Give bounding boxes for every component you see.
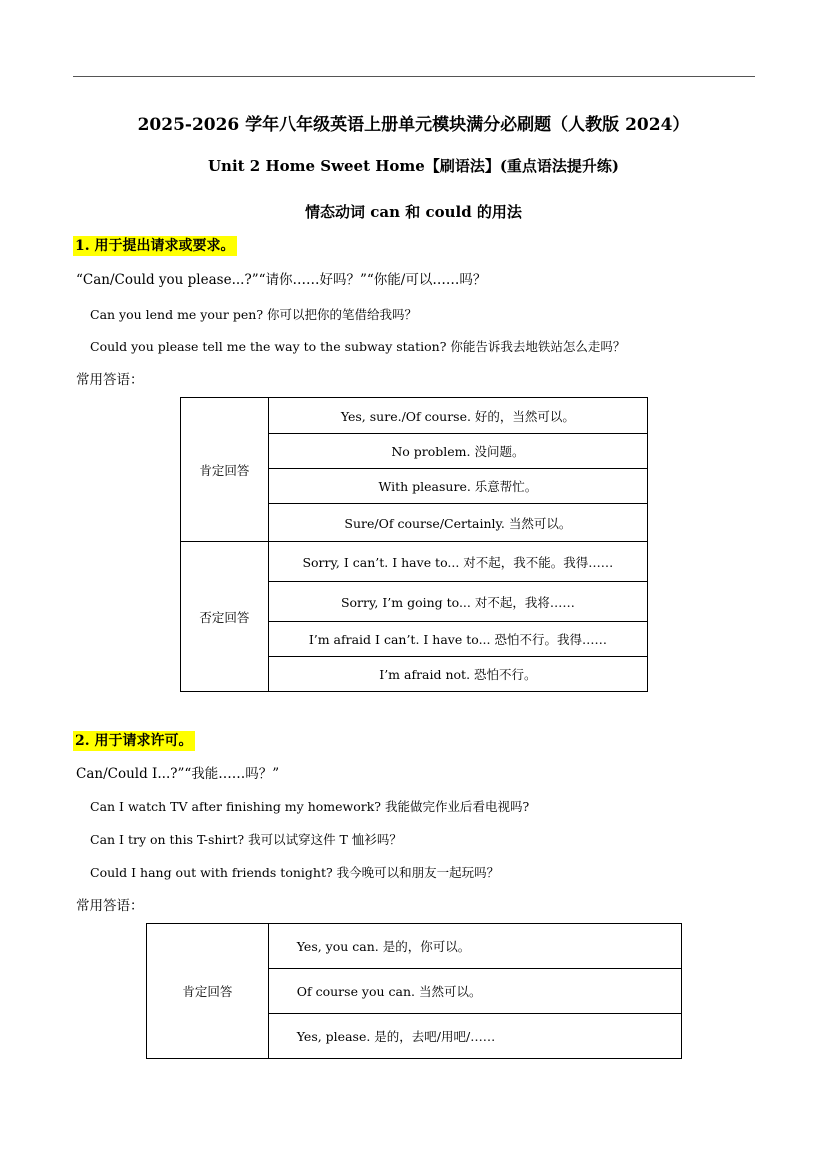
- section-2-answers-table: [146, 923, 682, 1059]
- positive-answer: Of course you can. 当然可以。: [268, 969, 681, 1014]
- negative-answer: I’m afraid not. 恐怕不行。: [268, 657, 647, 692]
- positive-answer: Yes, sure./Of course. 好的，当然可以。: [268, 398, 647, 434]
- page-title: 2025-2026 学年八年级英语上册单元模块满分必刷题（人教版 2024）: [137, 115, 690, 135]
- table-row: [147, 924, 682, 969]
- section-1-pattern: “Can/Could you please...?”“请你……好吗？”“你能/可以……吗？: [76, 272, 487, 288]
- section-1-answers-label: 常用答语：: [76, 372, 144, 388]
- positive-answer: Sure/Of course/Certainly. 当然可以。: [268, 504, 647, 542]
- section-1-answers-table: [180, 397, 648, 692]
- section-2-heading: 2. 用于请求许可。: [75, 733, 193, 749]
- positive-answer: Yes, you can. 是的，你可以。: [268, 924, 681, 969]
- positive-label: 肯定回答: [147, 924, 269, 1059]
- positive-answer: No problem. 没问题。: [268, 434, 647, 469]
- topic-title: 情态动词 can 和 could 的用法: [305, 203, 522, 221]
- header-rule: [73, 76, 755, 77]
- unit-subtitle: Unit 2 Home Sweet Home【刷语法】(重点语法提升练): [207, 157, 620, 175]
- negative-answer: I’m afraid I can’t. I have to... 恐怕不行。我得……: [268, 622, 647, 657]
- section-1-example: Can you lend me your pen? 你可以把你的笔借给我吗？: [90, 307, 418, 322]
- positive-answer: With pleasure. 乐意帮忙。: [268, 469, 647, 504]
- section-2-example: Could I hang out with friends tonight? 我今晚可以和朋友一起玩吗？: [90, 865, 500, 880]
- section-1-heading: 1. 用于提出请求或要求。: [75, 238, 235, 254]
- section-1-example: Could you please tell me the way to the subway station? 你能告诉我去地铁站怎么走吗？: [90, 339, 626, 354]
- negative-label: 否定回答: [181, 542, 269, 692]
- section-2-example: Can I try on this T-shirt? 我可以试穿这件 T 恤衫吗？: [90, 832, 402, 847]
- positive-answer: Yes, please. 是的，去吧/用吧/……: [268, 1014, 681, 1059]
- table-row: [181, 542, 648, 582]
- negative-answer: Sorry, I can’t. I have to... 对不起，我不能。我得……: [268, 542, 647, 582]
- negative-answer: Sorry, I’m going to... 对不起，我将……: [268, 582, 647, 622]
- section-2-example: Can I watch TV after finishing my homework? 我能做完作业后看电视吗?: [90, 799, 530, 814]
- positive-label: 肯定回答: [181, 398, 269, 542]
- section-2-answers-label: 常用答语：: [76, 898, 144, 914]
- section-2-pattern: Can/Could I...?”“我能……吗？”: [76, 766, 280, 782]
- table-row: [181, 398, 648, 434]
